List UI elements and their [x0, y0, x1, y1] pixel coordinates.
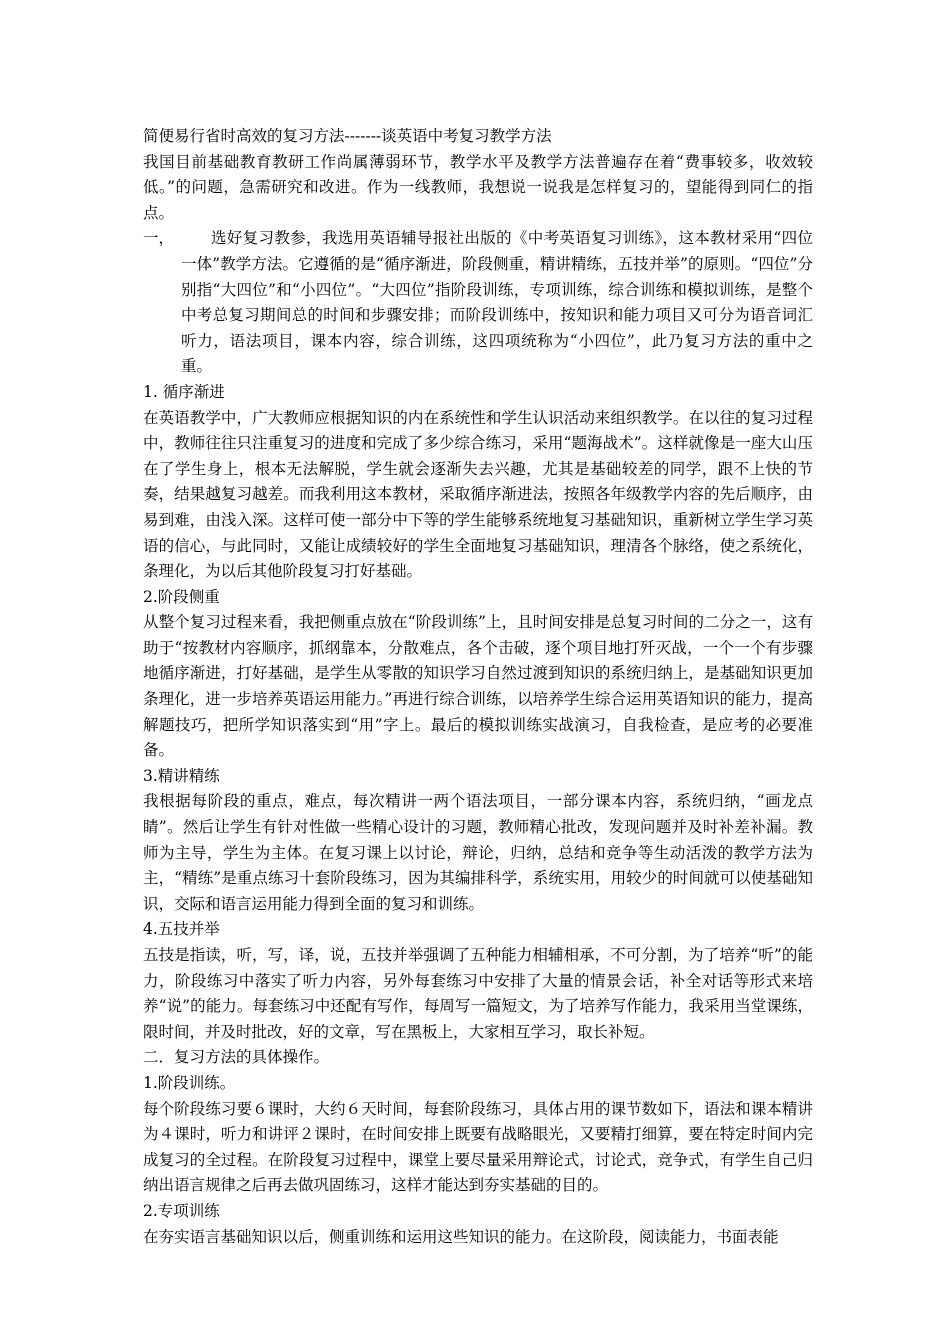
section-heading-1: 1. 循序渐进: [143, 382, 225, 401]
subsection-body-special-training: 在夯实语言基础知识以后，侧重训练和运用这些知识的能力。在这阶段，阅读能力，书面表能: [143, 1227, 779, 1246]
document-title: 简便易行省时高效的复习方法-------谈英语中考复习教学方法: [143, 127, 552, 145]
subsection-body-stage-training: 每个阶段练习要６课时，大约６天时间，每套阶段练习，具体占用的课节数如下，语法和课本精讲为４课时，听力和讲评２课时，在时间安排上既要有战略眼光，又要精打细算，要在特定时间内完成复习的全过程。在阶段复习过程中，课堂上要尽量采用辩论式，讨论式，竞争式，有学生自己归纳出语言规律之后再去做巩固练习，这样才能达到夯实基础的目的。: [143, 1099, 813, 1195]
part-one-block: [143, 226, 813, 380]
part-one-paragraph: 选好复习教参，我选用英语辅导报社出版的《中考英语复习训练》，这本教材采用“四位一体”教学方法。它遵循的是“循序渐进，阶段侧重，精讲精练，五技并举”的原则。“四位”分别指“大四位”和“小四位”。“大四位”指阶段训练，专项训练，综合训练和模拟训练，是整个中考总复习期间总的时间和步骤安排；而阶段训练中，按知识和能力项目又可分为语音词汇听力，语法项目，课本内容，综合训练，这四项统称为“小四位”，此乃复习方法的重中之重。: [181, 229, 813, 376]
section-body-4: 五技是指读，听，写，译，说，五技并举强调了五种能力相辅相承，不可分割，为了培养“听”的能力，阶段练习中落实了听力内容，另外每套练习中安排了大量的情景会话，补全对话等形式来培养“说”的能力。每套练习中还配有写作，每周写一篇短文，为了培养写作能力，我采用当堂课练，限时间，并及时批改，好的文章，写在黑板上，大家相互学习，取长补短。: [143, 946, 813, 1041]
document-page: [143, 124, 813, 1250]
section-body-2: 从整个复习过程来看，我把侧重点放在“阶段训练”上，且时间安排是总复习时间的二分之一，这有助于“按教材内容顺序，抓纲靠本，分散难点，各个击破，逐个项目地打歼灭战，一个一个有步骤地循序渐进，打好基础，是学生从零散的知识学习自然过渡到知识的系统归纳上，是基础知识更加条理化，进一步培养英语运用能力。”再进行综合训练，以培养学生综合运用英语知识的能力，提高解题技巧，把所学知识落实到“用”字上。最后的模拟训练实战演习，自我检查，是应考的必要准备。: [143, 613, 813, 760]
part-two-heading: 二．复习方法的具体操作。: [143, 1048, 330, 1067]
section-body-1: 在英语教学中，广大教师应根据知识的内在系统性和学生认识活动来组织教学。在以往的复习过程中，教师往往只注重复习的进度和完成了多少综合练习，采用“题海战术”。这样就像是一座大山压在了学生身上，根本无法解脱，学生就会逐渐失去兴趣，尤其是基础较差的同学，跟不上快的节奏，结果越复习越差。而我利用这本教材，采取循序渐进法，按照各年级教学内容的先后顺序，由易到难，由浅入深。这样可使一部分中下等的学生能够系统地复习基础知识，重新树立学生学习英语的信心，与此同时，又能让成绩较好的学生全面地复习基础知识，理清各个脉络，使之系统化，条理化，为以后其他阶段复习打好基础。: [143, 408, 813, 581]
section-heading-3: 3.精讲精练: [143, 766, 220, 785]
part-one-marker: 一，: [143, 229, 175, 248]
intro-paragraph: 我国目前基础教育教研工作尚属薄弱环节，教学水平及教学方法普遍存在着“费事较多，收效较低。”的问题，急需研究和改进。作为一线教师，我想说一说我是怎样复习的，望能得到同仁的指点。: [143, 152, 813, 222]
section-heading-2: 2.阶段侧重: [143, 587, 220, 606]
subsection-heading-special-training: 2.专项训练: [143, 1201, 220, 1220]
section-body-3: 我根据每阶段的重点，难点，每次精讲一两个语法项目，一部分课本内容，系统归纳，“画龙点睛”。然后让学生有针对性做一些精心设计的习题，教师精心批改，发现问题并及时补差补漏。教师为主导，学生为主体。在复习课上以讨论，辩论，归纳，总结和竞争等生动活泼的教学方法为主，“精练”是重点练习十套阶段练习，因为其编排科学，系统实用，用较少的时间就可以使基础知识，交际和语言运用能力得到全面的复习和训练。: [143, 792, 813, 913]
subsection-heading-stage-training: 1.阶段训练。: [143, 1073, 236, 1092]
section-heading-4: 4.五技并举: [143, 920, 220, 939]
